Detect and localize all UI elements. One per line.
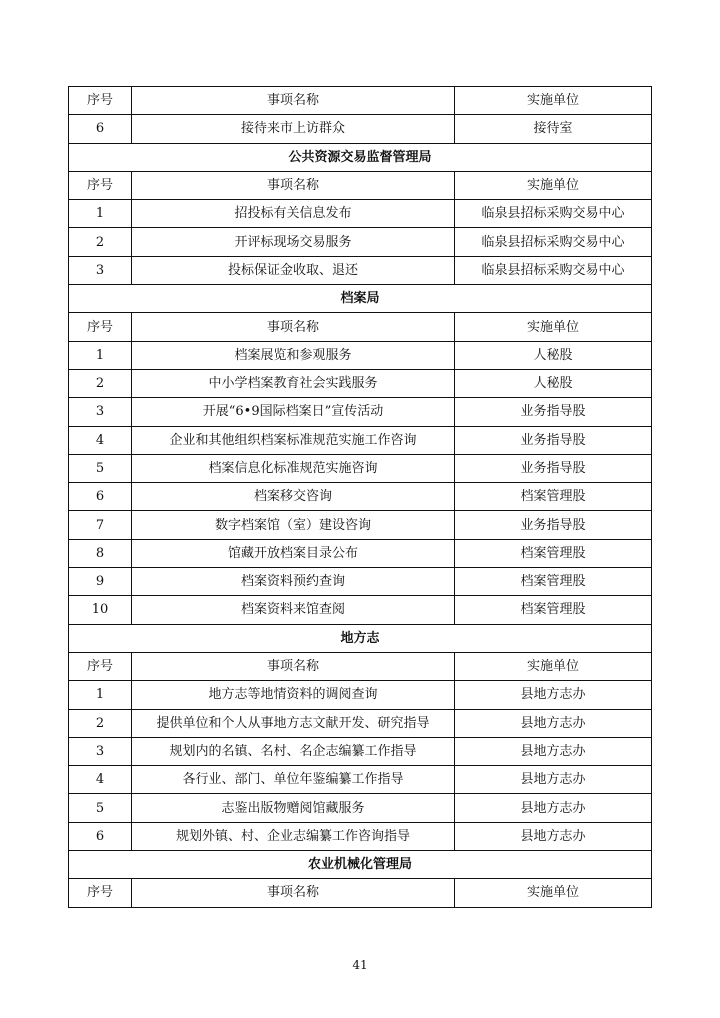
row-number: 1 xyxy=(69,681,132,709)
row-number: 9 xyxy=(69,568,132,596)
item-name: 中小学档案教育社会实践服务 xyxy=(132,369,455,397)
column-header-no: 序号 xyxy=(69,171,132,199)
item-name: 档案展览和参观服务 xyxy=(132,341,455,369)
item-name: 志鉴出版物赠阅馆藏服务 xyxy=(132,794,455,822)
column-header-no: 序号 xyxy=(69,652,132,680)
table-row xyxy=(69,398,652,426)
row-number: 3 xyxy=(69,737,132,765)
implementing-unit: 档案管理股 xyxy=(455,539,652,567)
column-header-unit: 实施单位 xyxy=(455,171,652,199)
row-number: 6 xyxy=(69,822,132,850)
row-number: 7 xyxy=(69,511,132,539)
column-header-no: 序号 xyxy=(69,87,132,115)
section-row xyxy=(69,851,652,879)
item-name: 企业和其他组织档案标准规范实施工作咨询 xyxy=(132,426,455,454)
column-header-unit: 实施单位 xyxy=(455,879,652,907)
item-name: 投标保证金收取、退还 xyxy=(132,256,455,284)
item-name: 接待来市上访群众 xyxy=(132,115,455,143)
table-header-row xyxy=(69,171,652,199)
section-title: 农业机械化管理局 xyxy=(69,851,652,879)
item-name: 档案信息化标准规范实施咨询 xyxy=(132,454,455,482)
column-header-no: 序号 xyxy=(69,313,132,341)
table-row xyxy=(69,539,652,567)
row-number: 10 xyxy=(69,596,132,624)
column-header-unit: 实施单位 xyxy=(455,313,652,341)
column-header-no: 序号 xyxy=(69,879,132,907)
implementing-unit: 接待室 xyxy=(455,115,652,143)
table-row xyxy=(69,200,652,228)
table-row xyxy=(69,228,652,256)
row-number: 2 xyxy=(69,709,132,737)
column-header-item: 事项名称 xyxy=(132,171,455,199)
row-number: 6 xyxy=(69,115,132,143)
table-row xyxy=(69,483,652,511)
services-table xyxy=(68,86,652,908)
table-row xyxy=(69,426,652,454)
implementing-unit: 档案管理股 xyxy=(455,596,652,624)
item-name: 地方志等地情资料的调阅查询 xyxy=(132,681,455,709)
implementing-unit: 县地方志办 xyxy=(455,822,652,850)
table-row xyxy=(69,341,652,369)
table-row xyxy=(69,737,652,765)
column-header-unit: 实施单位 xyxy=(455,87,652,115)
implementing-unit: 人秘股 xyxy=(455,341,652,369)
row-number: 3 xyxy=(69,398,132,426)
table-row xyxy=(69,794,652,822)
item-name: 规划内的名镇、名村、名企志编纂工作指导 xyxy=(132,737,455,765)
table-row xyxy=(69,596,652,624)
table-row xyxy=(69,369,652,397)
row-number: 5 xyxy=(69,454,132,482)
column-header-item: 事项名称 xyxy=(132,313,455,341)
section-row xyxy=(69,143,652,171)
column-header-item: 事项名称 xyxy=(132,652,455,680)
implementing-unit: 县地方志办 xyxy=(455,794,652,822)
table-body xyxy=(69,87,652,908)
implementing-unit: 临泉县招标采购交易中心 xyxy=(455,200,652,228)
table-row xyxy=(69,822,652,850)
item-name: 馆藏开放档案目录公布 xyxy=(132,539,455,567)
section-title: 公共资源交易监督管理局 xyxy=(69,143,652,171)
item-name: 数字档案馆（室）建设咨询 xyxy=(132,511,455,539)
implementing-unit: 业务指导股 xyxy=(455,398,652,426)
implementing-unit: 县地方志办 xyxy=(455,709,652,737)
row-number: 2 xyxy=(69,228,132,256)
row-number: 1 xyxy=(69,341,132,369)
row-number: 1 xyxy=(69,200,132,228)
implementing-unit: 档案管理股 xyxy=(455,568,652,596)
row-number: 8 xyxy=(69,539,132,567)
table-header-row xyxy=(69,879,652,907)
implementing-unit: 档案管理股 xyxy=(455,483,652,511)
section-row xyxy=(69,624,652,652)
implementing-unit: 临泉县招标采购交易中心 xyxy=(455,228,652,256)
implementing-unit: 县地方志办 xyxy=(455,681,652,709)
page-number: 41 xyxy=(352,958,368,972)
implementing-unit: 业务指导股 xyxy=(455,454,652,482)
item-name: 提供单位和个人从事地方志文献开发、研究指导 xyxy=(132,709,455,737)
table-row xyxy=(69,115,652,143)
table-row xyxy=(69,568,652,596)
table-row xyxy=(69,454,652,482)
implementing-unit: 业务指导股 xyxy=(455,426,652,454)
table-header-row xyxy=(69,313,652,341)
row-number: 3 xyxy=(69,256,132,284)
implementing-unit: 人秘股 xyxy=(455,369,652,397)
column-header-unit: 实施单位 xyxy=(455,652,652,680)
implementing-unit: 业务指导股 xyxy=(455,511,652,539)
item-name: 档案移交咨询 xyxy=(132,483,455,511)
table-header-row xyxy=(69,87,652,115)
table-row xyxy=(69,511,652,539)
section-title: 地方志 xyxy=(69,624,652,652)
item-name: 各行业、部门、单位年鉴编纂工作指导 xyxy=(132,766,455,794)
table-row xyxy=(69,681,652,709)
implementing-unit: 县地方志办 xyxy=(455,737,652,765)
section-row xyxy=(69,285,652,313)
section-title: 档案局 xyxy=(69,285,652,313)
column-header-item: 事项名称 xyxy=(132,87,455,115)
row-number: 4 xyxy=(69,426,132,454)
item-name: 开展“6•9国际档案日”宣传活动 xyxy=(132,398,455,426)
row-number: 2 xyxy=(69,369,132,397)
table-row xyxy=(69,766,652,794)
item-name: 规划外镇、村、企业志编纂工作咨询指导 xyxy=(132,822,455,850)
row-number: 6 xyxy=(69,483,132,511)
row-number: 5 xyxy=(69,794,132,822)
column-header-item: 事项名称 xyxy=(132,879,455,907)
row-number: 4 xyxy=(69,766,132,794)
implementing-unit: 临泉县招标采购交易中心 xyxy=(455,256,652,284)
item-name: 招投标有关信息发布 xyxy=(132,200,455,228)
implementing-unit: 县地方志办 xyxy=(455,766,652,794)
table-header-row xyxy=(69,652,652,680)
item-name: 档案资料预约查询 xyxy=(132,568,455,596)
table-row xyxy=(69,256,652,284)
item-name: 开评标现场交易服务 xyxy=(132,228,455,256)
table-row xyxy=(69,709,652,737)
item-name: 档案资料来馆查阅 xyxy=(132,596,455,624)
